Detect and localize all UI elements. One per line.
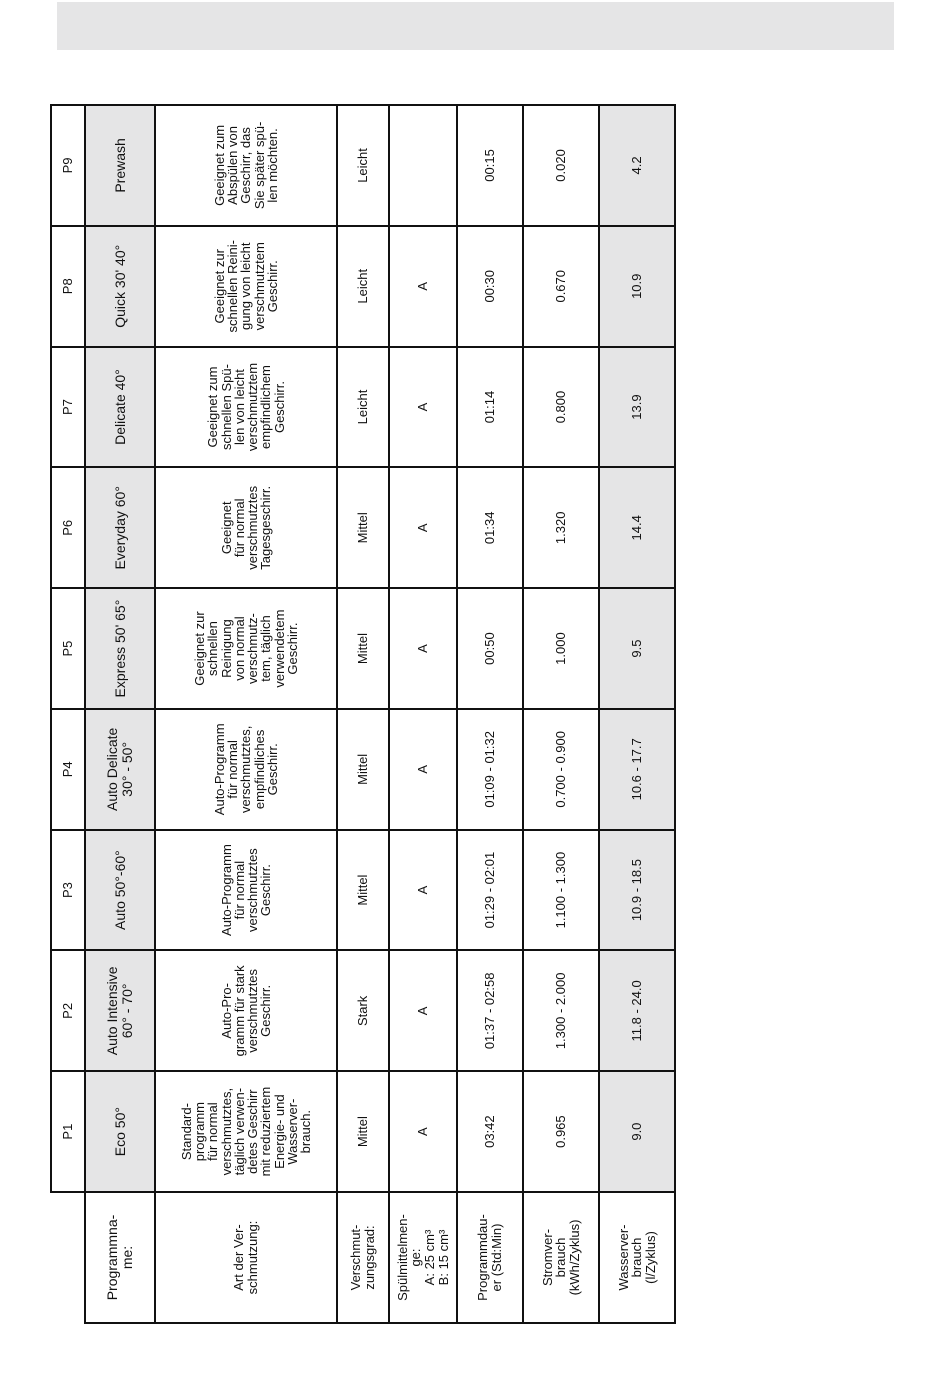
program-duration: 01:14 (457, 347, 523, 468)
program-table (50, 104, 676, 1324)
energy-consumption: 0.700 - 0.900 (523, 709, 599, 830)
soil-type-row (155, 105, 337, 1323)
detergent-amount: A (389, 709, 457, 830)
soil-type-description: Geeignet zur schnellen Reini- gung von leicht verschmutztem Geschirr. (155, 226, 337, 347)
detergent-amount: A (389, 588, 457, 709)
program-table-container (50, 104, 658, 1324)
program-duration: 01:29 - 02:01 (457, 830, 523, 951)
water-consumption: 9.0 (599, 1071, 675, 1192)
program-duration: 03:42 (457, 1071, 523, 1192)
detergent-amount: A (389, 226, 457, 347)
water-consumption: 14.4 (599, 467, 675, 588)
water-consumption: 9.5 (599, 588, 675, 709)
energy-consumption: 0.670 (523, 226, 599, 347)
program-table-rotated (50, 104, 658, 1324)
water-consumption: 10.9 (599, 226, 675, 347)
program-duration: 01:37 - 02:58 (457, 950, 523, 1071)
program-number: P4 (51, 709, 85, 830)
soil-type-description: Standard- programm für normal verschmutztes, täglich verwen- detes Geschirr mit reduziertem Energie- und Wasserver- brauch. (155, 1071, 337, 1192)
soil-level: Mittel (337, 1071, 389, 1192)
program-duration-row (457, 105, 523, 1323)
program-duration: 00:50 (457, 588, 523, 709)
water-consumption-row (599, 105, 675, 1323)
corner-cell (51, 1192, 85, 1323)
program-duration: 01:34 (457, 467, 523, 588)
program-number: P9 (51, 105, 85, 226)
program-name: Auto Intensive 60° - 70° (85, 950, 155, 1071)
program-name: Express 50' 65° (85, 588, 155, 709)
program-name-row (85, 105, 155, 1323)
program-name: Auto 50°-60° (85, 830, 155, 951)
row-label-program-name: Programmna- me: (85, 1192, 155, 1323)
row-label-detergent-amount: Spülmittelmen- ge: A: 25 cm³ B: 15 cm³ (389, 1192, 457, 1323)
program-name: Auto Delicate 30° - 50° (85, 709, 155, 830)
energy-consumption: 0.020 (523, 105, 599, 226)
program-number-row (51, 105, 85, 1323)
program-name: Quick 30' 40° (85, 226, 155, 347)
program-duration: 00:30 (457, 226, 523, 347)
water-consumption: 11.8 - 24.0 (599, 950, 675, 1071)
program-number: P2 (51, 950, 85, 1071)
water-consumption: 10.6 - 17.7 (599, 709, 675, 830)
detergent-amount: A (389, 347, 457, 468)
detergent-amount: A (389, 467, 457, 588)
energy-consumption: 1.320 (523, 467, 599, 588)
program-duration: 00:15 (457, 105, 523, 226)
water-consumption: 13.9 (599, 347, 675, 468)
detergent-amount-row (389, 105, 457, 1323)
soil-level: Mittel (337, 588, 389, 709)
detergent-amount: A (389, 950, 457, 1071)
header-band (57, 2, 894, 50)
energy-consumption: 0.800 (523, 347, 599, 468)
soil-type-description: Geeignet zum schnellen Spü- len von leicht verschmutztem empfindlichem Geschirr. (155, 347, 337, 468)
detergent-amount (389, 105, 457, 226)
soil-level: Leicht (337, 226, 389, 347)
energy-consumption: 0.965 (523, 1071, 599, 1192)
soil-type-description: Auto-Programm für normal verschmutztes, empfindliches Geschirr. (155, 709, 337, 830)
program-number: P6 (51, 467, 85, 588)
soil-level: Mittel (337, 467, 389, 588)
detergent-amount: A (389, 830, 457, 951)
soil-level: Mittel (337, 709, 389, 830)
energy-consumption: 1.100 - 1.300 (523, 830, 599, 951)
water-consumption: 10.9 - 18.5 (599, 830, 675, 951)
program-name: Eco 50° (85, 1071, 155, 1192)
soil-type-description: Geeignet für normal verschmutztes Tagesgeschirr. (155, 467, 337, 588)
soil-type-description: Auto-Pro- gramm für stark verschmutztes Geschirr. (155, 950, 337, 1071)
soil-type-description: Auto-Programm für normal verschmutztes Geschirr. (155, 830, 337, 951)
program-name: Delicate 40° (85, 347, 155, 468)
row-label-soil-type: Art der Ver- schmutzung: (155, 1192, 337, 1323)
program-number: P7 (51, 347, 85, 468)
program-duration: 01:09 - 01:32 (457, 709, 523, 830)
row-label-soil-level: Verschmut- zungsgrad: (337, 1192, 389, 1323)
soil-type-description: Geeignet zum Abspülen von Geschirr, das Sie später spü- len möchten. (155, 105, 337, 226)
soil-level: Mittel (337, 830, 389, 951)
soil-type-description: Geeignet zur schnellen Reinigung von normal verschmutz- tem, täglich verwendetem Geschirr. (155, 588, 337, 709)
energy-consumption-row (523, 105, 599, 1323)
energy-consumption: 1.300 - 2.000 (523, 950, 599, 1071)
program-number: P8 (51, 226, 85, 347)
soil-level: Stark (337, 950, 389, 1071)
water-consumption: 4.2 (599, 105, 675, 226)
detergent-amount: A (389, 1071, 457, 1192)
program-number: P1 (51, 1071, 85, 1192)
row-label-program-duration: Programmdau- er (Std:Min) (457, 1192, 523, 1323)
soil-level: Leicht (337, 347, 389, 468)
program-name: Everyday 60° (85, 467, 155, 588)
program-number: P3 (51, 830, 85, 951)
energy-consumption: 1.000 (523, 588, 599, 709)
program-number: P5 (51, 588, 85, 709)
row-label-water-consumption: Wasserver- brauch (l/Zyklus) (599, 1192, 675, 1323)
soil-level-row (337, 105, 389, 1323)
soil-level: Leicht (337, 105, 389, 226)
program-name: Prewash (85, 105, 155, 226)
row-label-energy-consumption: Stromver- brauch (kWh/Zyklus) (523, 1192, 599, 1323)
